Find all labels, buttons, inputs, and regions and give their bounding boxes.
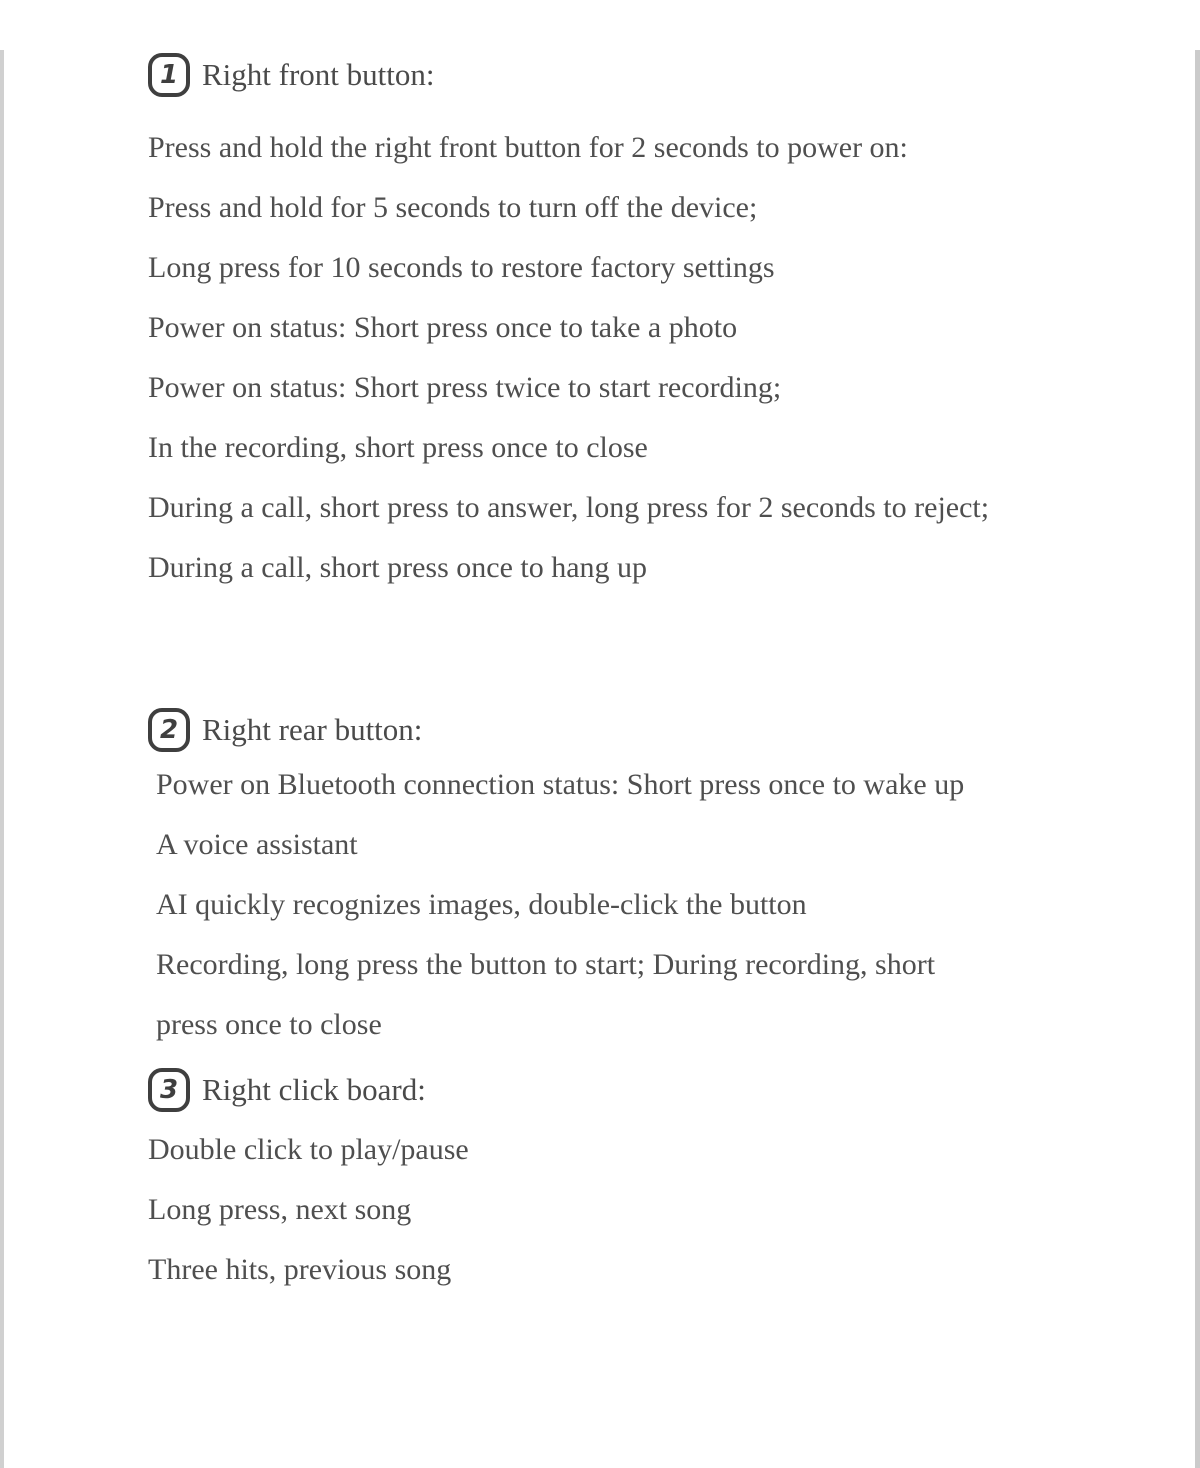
instruction-line: Double click to play/pause (148, 1133, 469, 1166)
section-title: Right rear button: (202, 712, 423, 747)
numbered-badge-icon: 1 (148, 53, 190, 97)
instruction-line: In the recording, short press once to close (148, 431, 648, 464)
instruction-line: Power on Bluetooth connection status: Short press once to wake up (156, 768, 965, 801)
instruction-line: Power on status: Short press twice to start recording; (148, 371, 782, 404)
section-title: Right click board: (202, 1072, 426, 1107)
numbered-badge-icon: 2 (148, 708, 190, 752)
section-header (148, 705, 1140, 755)
instruction-list (148, 1120, 1140, 1300)
section-title: Right front button: (202, 57, 435, 92)
instruction-list (148, 118, 1140, 598)
numbered-badge-icon: 3 (148, 1068, 190, 1112)
instruction-line: During a call, short press to answer, long press for 2 seconds to reject; (148, 491, 990, 524)
instruction-line: AI quickly recognizes images, double-click the button (156, 888, 807, 921)
instruction-line: Long press for 10 seconds to restore factory settings (148, 251, 775, 284)
instruction-list (148, 755, 1140, 1055)
section-right-click-board (148, 1065, 1140, 1300)
instruction-line: Press and hold for 5 seconds to turn off the device; (148, 191, 758, 224)
section-header (148, 50, 1140, 100)
instruction-line: Power on status: Short press once to take a photo (148, 311, 738, 344)
section-right-rear-button (148, 705, 1140, 1055)
page-left-edge (0, 50, 4, 1468)
instruction-line: During a call, short press once to hang up (148, 551, 648, 584)
instruction-line: Three hits, previous song (148, 1253, 452, 1286)
instruction-line: Recording, long press the button to start; During recording, short (156, 948, 936, 981)
manual-page (0, 50, 1200, 1300)
instruction-line: Press and hold the right front button for 2 seconds to power on: (148, 131, 908, 164)
instruction-line: press once to close (156, 1008, 382, 1041)
section-header (148, 1065, 1140, 1115)
instruction-line: Long press, next song (148, 1193, 412, 1226)
instruction-line: A voice assistant (156, 828, 358, 861)
section-right-front-button (148, 50, 1140, 598)
page-right-edge (1195, 50, 1200, 1468)
